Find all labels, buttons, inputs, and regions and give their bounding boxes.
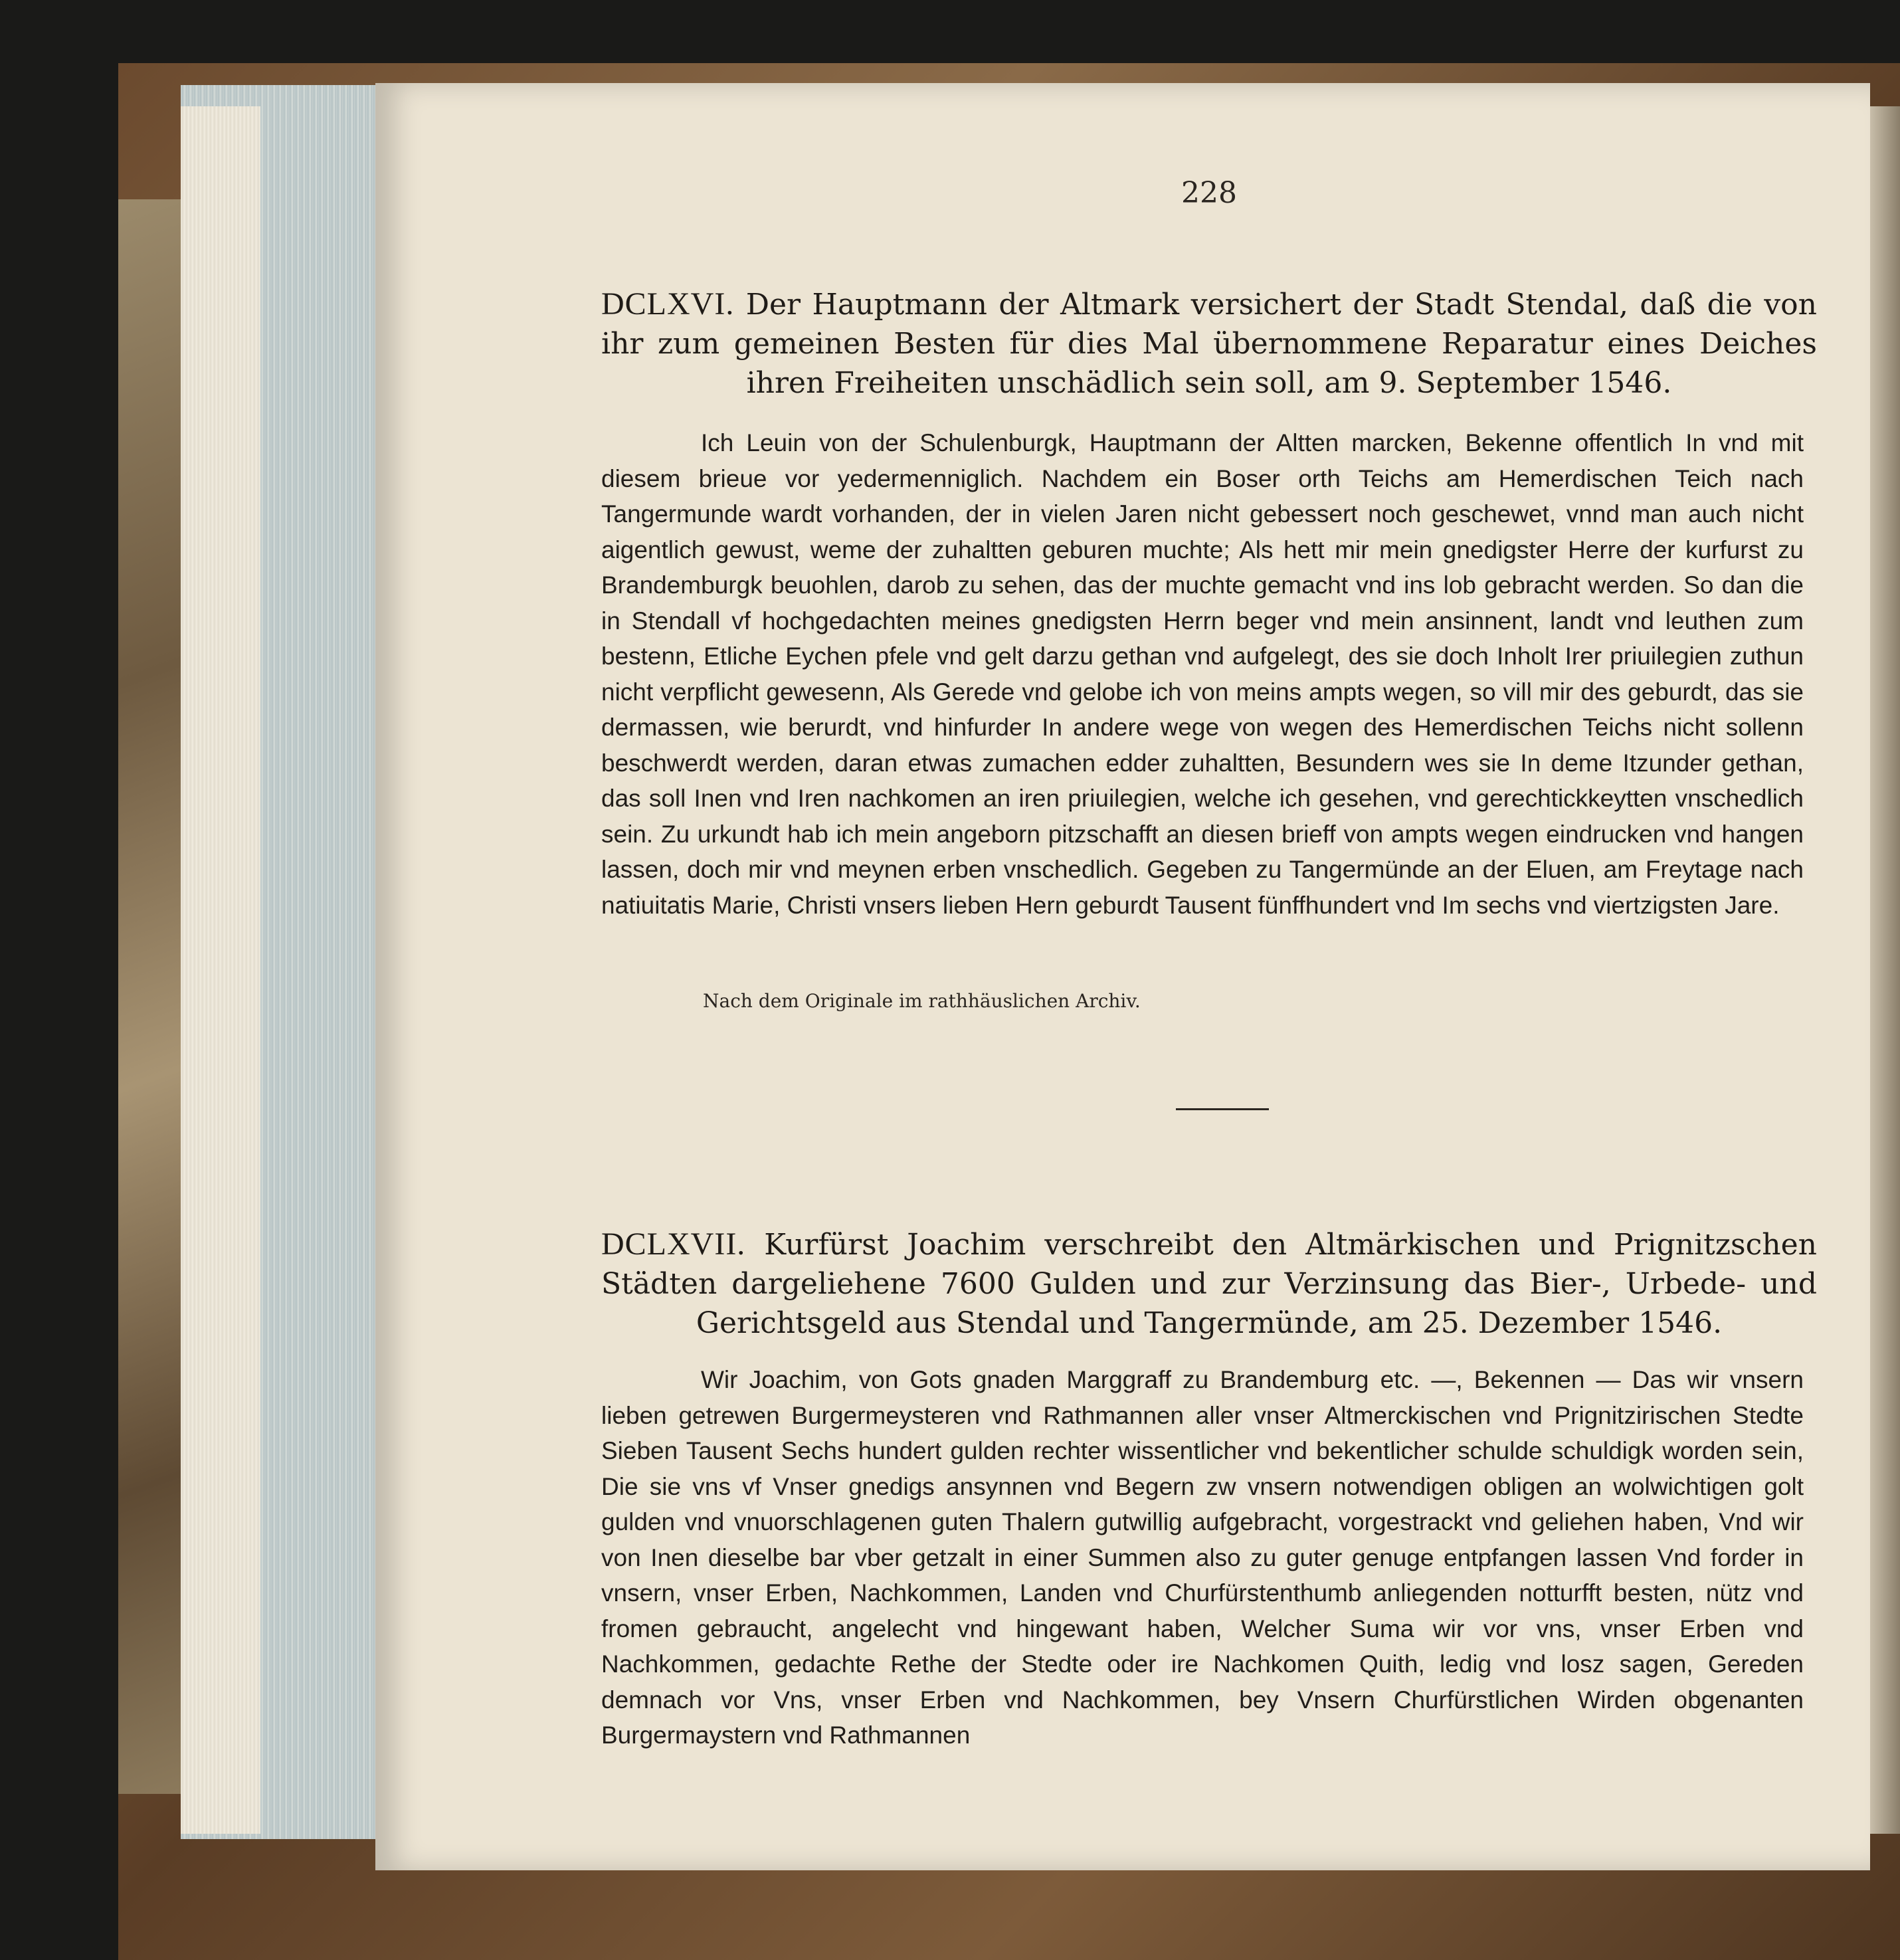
document-body-dclxvi: Ich Leuin von der Schulenburgk, Hauptmann der Altten marcken, Bekenne offentlich In vnd mit diesem brieue vor yedermenniglich. Nachdem ein Boser orth Teichs am Hemerdischen Teich nach Tangermunde wardt vorhanden, der in vielen Jaren nicht gebessert noch geschewet, vnnd man auch nicht aigentlich gewust, weme der zuhaltten geburen muchte; Als hett mir mein gnedigster Herre der kurfurst zu Brandemburgk beuohlen, darob zu sehen, das der muchte gemacht vnd ins lob gebracht werden. So dan die in Stendall vf hochgedachten meines gnedigsten Herrn beger vnd mein ansinnent, landt vnd leuthen zum bestenn, Etliche Eychen pfele vnd gelt darzu gethan vnd aufgelegt, des sie doch Inholt Irer priuilegien zuthun nicht verpflicht gewesenn, Als Gerede vnd gelobe ich von meins ampts wegen, so vill mir des geburdt, das sie dermassen, wie berurdt, vnd hinfurder In andere wege von wegen des Hemerdischen Teichs nicht sollenn beschwerdt werden, daran etwas zumachen edder zuhaltten, Besundern wes sie In deme Itzunder gethan, das soll Inen vnd Iren nachkomen an iren priuilegien, welche ich gesehen, vnd gerechtickkeytten vnschedlich sein. Zu urkundt hab ich mein angeborn pitzschafft an diesen brieff von ampts wegen eindrucken vnd hangen lassen, doch mir vnd meynen erben vnschedlich. Gegeben zu Tangermünde an der Eluen, am Freytage nach natiuitatis Marie, Christi vnsers lieben Hern geburdt Tausent fünffhundert vnd Im sechs vnd viertzigsten Jare. — [601, 429, 1804, 919]
document-title: Der Hauptmann der Altmark versichert der Stadt Stendal, daß die von ihr zum gemeinen Besten für dies Mal übernommene Reparatur eines Deiches ihren Freiheiten unschädlich sein soll, am 9. September 1546. — [601, 288, 1817, 400]
document-title: Kurfürst Joachim verschreibt den Altmärkischen und Prignitzschen Städten dargeliehene 7600 Gulden und zur Verzinsung das Bier-, Urbede- und Gerichtsgeld aus Stendal und Tangermünde, am 25. Dezember 1546. — [601, 1228, 1817, 1340]
document-body-dclxvii: Wir Joachim, von Gots gnaden Marggraff zu Brandemburg etc. —, Bekennen — Das wir vnsern lieben getrewen Burgermeysteren vnd Rathmannen aller vnser Altmerckischen vnd Prignitzirischen Stedte Sieben Tausent Sechs hundert gulden rechter wissentlicher vnd bekentlicher schulde schuldigk worden sein, Die sie vns vf Vnser gnedigs ansynnen vnd Begern zw vnsern notwendigen obligen an wolwichtigen golt gulden vnd vnuorschlagenen guten Thalern gutwillig aufgebracht, vorgestrackt vnd geliehen haben, Vnd wir von Inen dieselbe bar vber getzalt in einer Summen also zu guter genuge entpfangen lassen Vnd forder in vnsern, vnser Erben, Nachkommen, Landen vnd Churfürstenthumb anliegenden notturfft besten, nütz vnd fromen gebraucht, angelecht vnd hingewant haben, Welcher Suma wir vor vns, vnser Erben vnd Nachkommen, gedachte Rethe der Stedte oder ire Nachkomen Quith, ledig vnd losz sagen, Gereden demnach vor Vns, vnser Erben vnd Nachkommen, bey Vnsern Churfürstlichen Wirden obgenanten Burgermaystern vnd Rathmannen — [601, 1366, 1804, 1749]
source-note: Nach dem Originale im rathhäuslichen Archiv. — [703, 990, 1141, 1012]
page-number: 228 — [1181, 176, 1237, 210]
document-number: DCLXVII. — [601, 1226, 746, 1262]
document-heading-dclxvi — [601, 284, 1817, 403]
page-edges-inner — [181, 106, 260, 1834]
facing-page-edge — [1867, 106, 1900, 1834]
document-heading-dclxvii — [601, 1225, 1817, 1343]
document-number: DCLXVI. — [601, 286, 735, 322]
section-divider — [1176, 1108, 1269, 1110]
